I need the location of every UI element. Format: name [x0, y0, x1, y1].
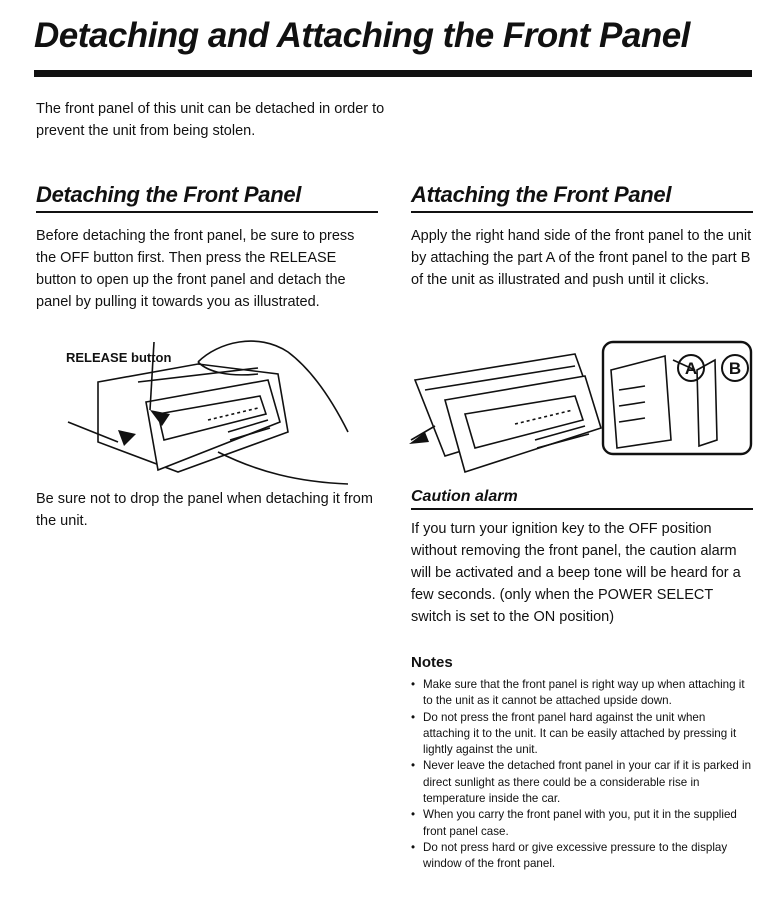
part-b-label: B	[728, 359, 742, 378]
note-item: • When you carry the front panel with you, put it in the supplied front panel case.	[411, 807, 753, 840]
caution-title-rule	[411, 508, 753, 510]
note-item: • Do not press the front panel hard against the unit when attaching it to the unit. It can be easily attached by pressing it lightly against the unit.	[411, 710, 753, 759]
part-a-label: A	[684, 359, 698, 378]
attaching-section	[411, 182, 753, 291]
detaching-section	[36, 182, 378, 313]
page-title: Detaching and Attaching the Front Panel	[34, 16, 690, 55]
notes-list	[411, 677, 753, 873]
detaching-title-rule	[36, 211, 378, 213]
caution-title: Caution alarm	[411, 488, 518, 505]
intro-text: The front panel of this unit can be detached in order to prevent the unit from being stolen.	[36, 101, 385, 139]
detaching-illustration	[58, 322, 358, 492]
caution-section	[411, 488, 753, 628]
attaching-body: Apply the right hand side of the front panel to the unit by attaching the part A of the front panel to the part B of the unit as illustrated and push until it clicks.	[411, 228, 752, 288]
caution-body: If you turn your ignition key to the OFF position without removing the front panel, the caution alarm will be activated and a beep tone will be heard for a few seconds. (only when the POWER SELECT switch is set to the ON position)	[411, 520, 741, 625]
note-item: • Do not press hard or give excessive pressure to the display window of the front panel.	[411, 840, 753, 873]
detaching-warning: Be sure not to drop the panel when detaching it from the unit.	[36, 491, 373, 529]
notes-title: Notes	[411, 654, 453, 671]
notes-section	[411, 654, 753, 873]
detaching-title: Detaching the Front Panel	[36, 182, 302, 207]
release-button-label: RELEASE button	[66, 350, 172, 365]
attaching-title-rule	[411, 211, 753, 213]
detaching-body: Before detaching the front panel, be sure to press the OFF button first. Then press the RELEASE button to open up the front panel and detach the panel by pulling it towards you as illustrated.	[36, 228, 355, 310]
title-rule	[34, 70, 752, 77]
note-item: • Make sure that the front panel is right way up when attaching it to the unit as it cannot be attached upside down.	[411, 677, 753, 710]
attaching-illustration	[405, 330, 755, 480]
note-item: • Never leave the detached front panel in your car if it is parked in direct sunlight as there could be a considerable rise in temperature inside the car.	[411, 758, 753, 807]
attaching-title: Attaching the Front Panel	[411, 182, 672, 207]
